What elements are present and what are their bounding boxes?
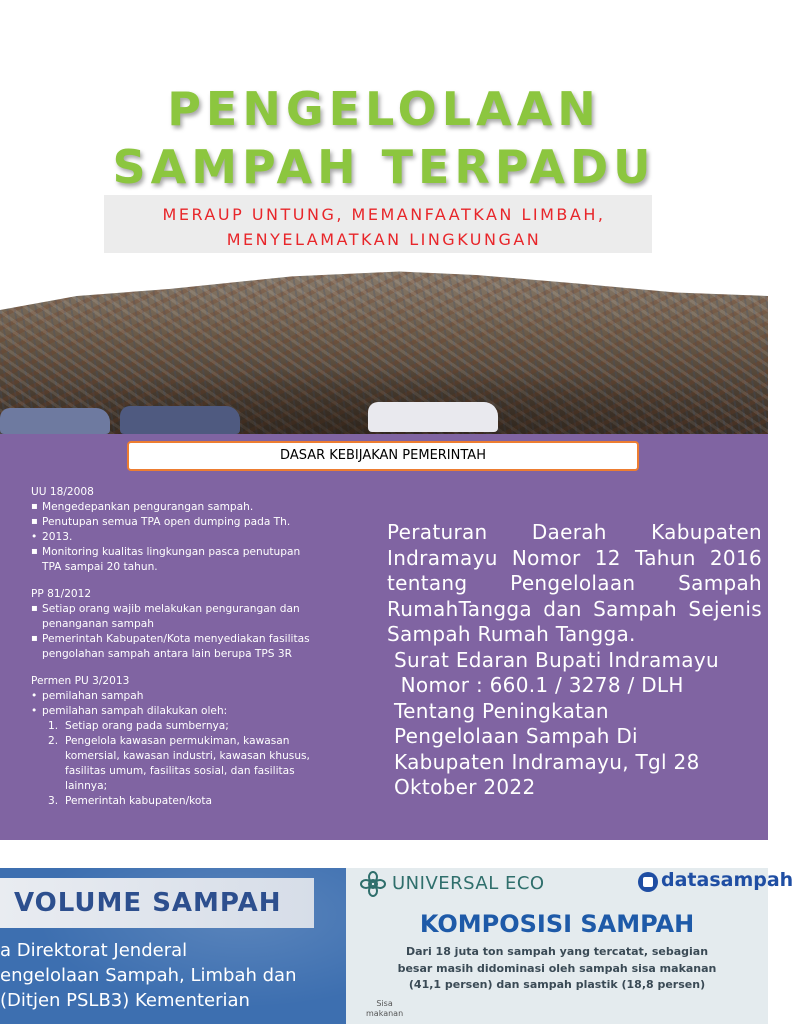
continuation-text: 2013. [42,531,73,543]
circular-line: Tentang Peningkatan [394,698,609,723]
composition-description [346,944,768,994]
regulation-list [31,485,341,809]
circular-line: Surat Edaran Bupati Indramayu [394,647,719,672]
description-line: Dari 18 juta ton sampah yang tercatat, sebagian [405,945,709,958]
item-text: Pengelola kawasan permukiman, kawasan [65,735,290,747]
list-item-continuation [31,530,341,545]
pp-title: PP 81/2012 [31,588,92,600]
list-item-continuation: penanganan sampah [42,618,154,630]
list-item: ▪ Penutupan semua TPA open dumping pada Th. [31,515,341,530]
numbered-item [31,734,341,749]
numbered-item-continuation: fasilitas umum, fasilitas sosial, dan fasilitas [65,765,295,777]
item-text: Pemerintah kabupaten/kota [65,795,213,807]
item-number: 2. [48,735,59,747]
circular-line: Kabupaten Indramayu, Tgl 28 [394,749,700,774]
circular-line: Pengelolaan Sampah Di [394,724,638,748]
car-wreck [0,408,110,434]
subtitle-line-1: MERAUP UNTUNG, MEMANFAATKAN LIMBAH, [162,205,606,224]
list-item: ▪ Mengedepankan pengurangan sampah. [31,500,341,515]
list-item: ▪ Monitoring kualitas lingkungan pasca penutupan [31,545,341,560]
main-title-line-2: SAMPAH TERPADU [112,140,656,194]
item-number: 3. [48,795,59,807]
list-item-continuation: TPA sampai 20 tahun. [42,561,158,573]
circular-line: Nomor : 660.1 / 3278 / DLH [394,673,684,697]
spacer [31,662,341,674]
list-item: • pemilahan sampah [31,689,341,704]
numbered-item-continuation: komersial, kawasan industri, kawasan khusus, [65,750,310,762]
universal-eco-logo-text: UNIVERSAL ECO [392,873,545,894]
regional-regulations [387,520,762,801]
universal-eco-logo-icon [360,871,386,897]
subtitle-line-2: MENYELAMATKAN LINGKUNGAN [226,230,542,249]
volume-line: a Direktorat Jenderal [0,940,188,961]
item-text: Setiap orang pada sumbernya; [65,720,229,732]
list-item: ▪ Pemerintah Kabupaten/Kota menyediakan fasilitas [31,632,341,647]
uu-title: UU 18/2008 [31,486,94,498]
numbered-item-continuation: lainnya; [65,780,108,792]
description-line: (41,1 persen) dan sampah plastik (18,8 persen) [408,978,706,991]
sky-area [0,268,768,338]
composition-title: KOMPOSISI SAMPAH [419,910,695,938]
label-line: Sisa [376,999,393,1008]
permen-title: Permen PU 3/2013 [31,675,130,687]
datasampah-logo-icon [638,872,658,892]
datasampah-logo-text: datasampah [661,869,793,891]
numbered-item [31,794,341,809]
policy-header: DASAR KEBIJAKAN PEMERINTAH [127,441,639,471]
divider-line [108,844,581,848]
food-waste-label [366,999,403,1019]
landfill-photo [0,268,768,434]
list-item-continuation: pengolahan sampah antara lain berupa TPS 3R [42,648,292,660]
item-number: 1. [48,720,59,732]
list-item: • pemilahan sampah dilakukan oleh: [31,704,341,719]
volume-line: (Ditjen PSLB3) Kementerian [0,990,250,1011]
list-item: ▪ Setiap orang wajib melakukan pengurangan dan [31,602,341,617]
circular-line: Oktober 2022 [394,775,536,799]
perda-text: Peraturan Daerah Kabupaten Indramayu Nomor 12 Tahun 2016 tentang Pengelolaan Sampah RumahTangga dan Sampah Sejenis Sampah Rumah Tangga. [387,520,762,646]
label-line: makanan [366,1009,404,1018]
volume-text [0,938,346,1013]
main-title-line-1: PENGELOLAAN [167,82,601,136]
car-wreck [368,402,498,432]
description-line: besar masih didominasi oleh sampah sisa makanan [397,961,717,975]
car-wreck [120,406,240,434]
spacer [31,575,341,587]
volume-line: engelolaan Sampah, Limbah dan [0,965,297,986]
numbered-item [31,719,341,734]
volume-title: VOLUME SAMPAH [14,888,282,918]
